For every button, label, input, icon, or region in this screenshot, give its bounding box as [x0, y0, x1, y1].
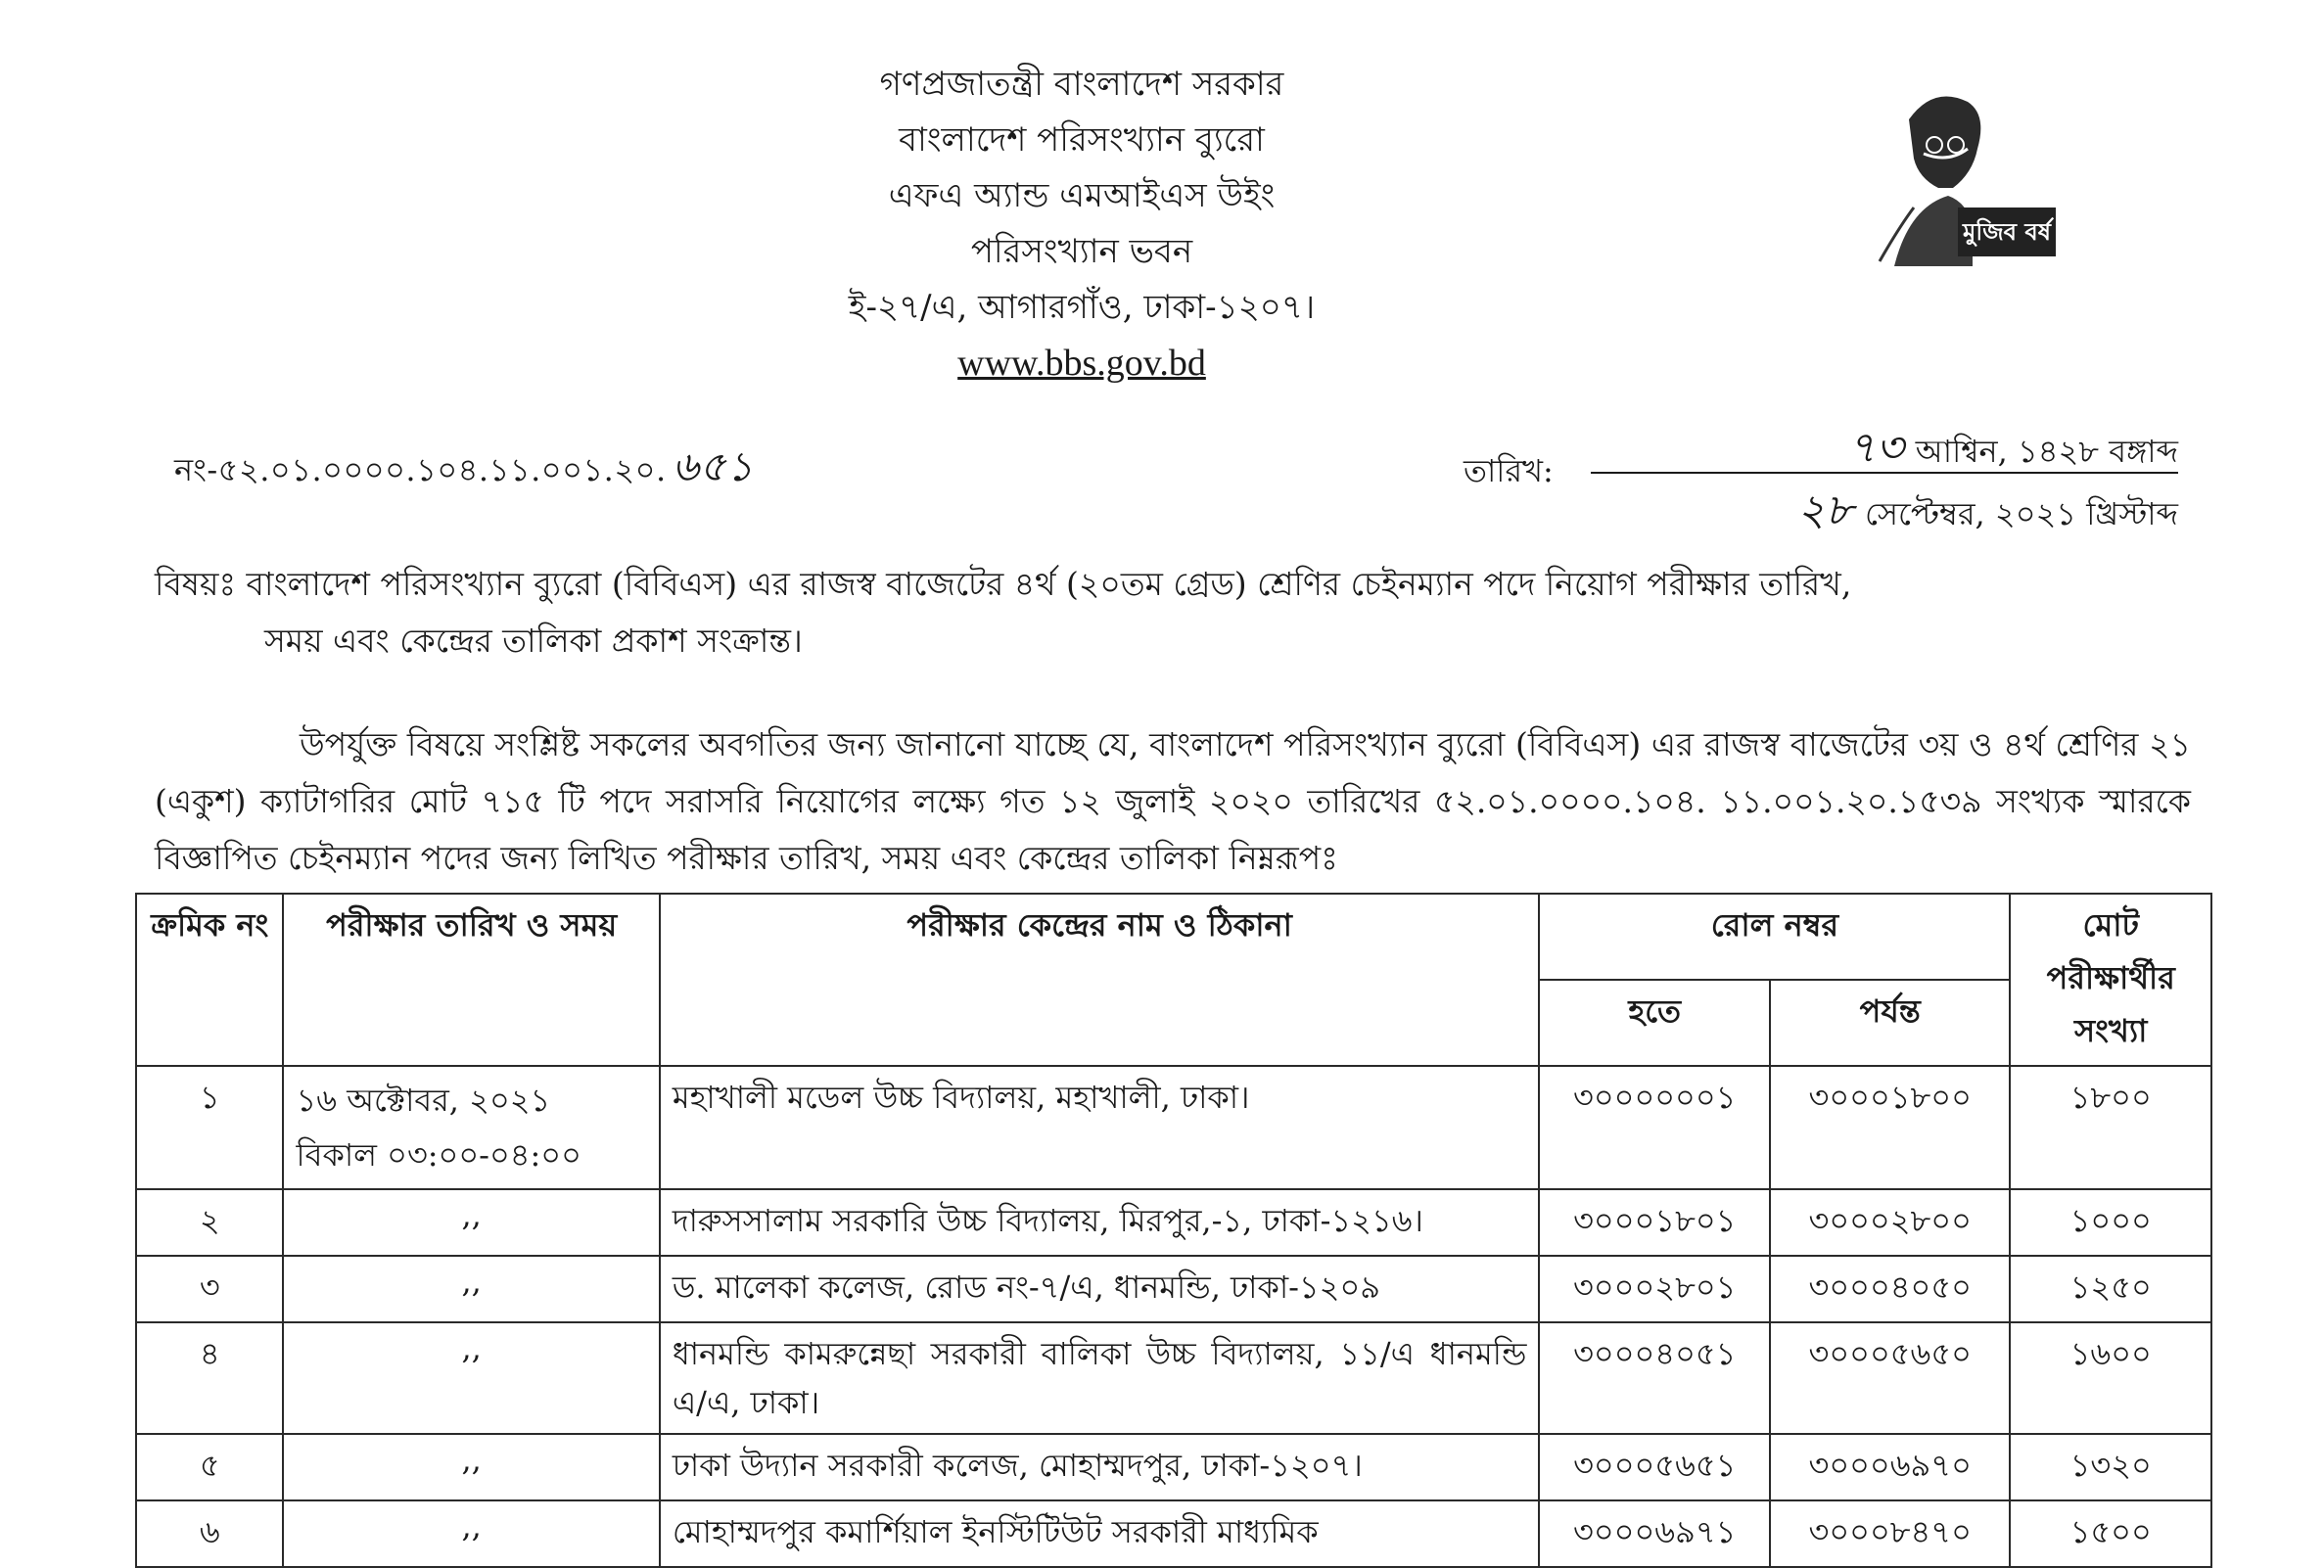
- table-row: [136, 1322, 2211, 1434]
- row-roll-from: ৩০০০৫৬৫১: [1539, 1434, 1770, 1500]
- row-center: ড. মালেকা কলেজ, রোড নং-৭/এ, ধানমন্ডি, ঢাকা-১২০৯: [660, 1256, 1540, 1322]
- memo-number: [174, 435, 754, 504]
- row-total: ১৬০০: [2010, 1322, 2211, 1434]
- header-roll-to: পর্যন্ত: [1770, 980, 2010, 1066]
- letterhead: [0, 57, 2163, 392]
- logo-text: মুজিব বর্ষ: [1963, 218, 2051, 246]
- row-center: মোহাম্মদপুর কমার্শিয়াল ইনস্টিটিউট সরকারী মাধ্যমিক: [660, 1500, 1540, 1567]
- row-roll-from: ৩০০০০০০১: [1539, 1066, 1770, 1189]
- subject-line: [155, 556, 2191, 669]
- table-row: [136, 1256, 2211, 1322]
- header-govt: গণপ্রজাতন্ত্রী বাংলাদেশ সরকার: [879, 65, 1284, 104]
- table-row: [136, 1189, 2211, 1256]
- header-center: পরীক্ষার কেন্দ্রের নাম ও ঠিকানা: [660, 894, 1540, 1066]
- table-row: [136, 1434, 2211, 1500]
- row-total: ১০০০: [2010, 1189, 2211, 1256]
- row-center: দারুসসালাম সরকারি উচ্চ বিদ্যালয়, মিরপুর,-১, ঢাকা-১২১৬।: [660, 1189, 1540, 1256]
- header-roll-from: হতে: [1539, 980, 1770, 1066]
- row-roll-to: ৩০০০৪০৫০: [1770, 1256, 2010, 1322]
- bangla-date-rest: আশ্বিন, ১৪২৮ বঙ্গাব্দ: [1915, 433, 2178, 470]
- bangla-date: [1591, 415, 2178, 472]
- english-date-rest: সেপ্টেম্বর, ২০২১ খ্রিস্টাব্দ: [1864, 495, 2178, 532]
- exam-center-table: [135, 893, 2212, 1568]
- mujib-borsho-logo-icon: [1840, 80, 2066, 276]
- english-day-handwritten: ২৮: [1796, 485, 1853, 535]
- row-date-time: [283, 1066, 659, 1189]
- header-date-time: পরীক্ষার তারিখ ও সময়: [283, 894, 659, 1066]
- row-roll-from: ৩০০০২৮০১: [1539, 1256, 1770, 1322]
- row-roll-to: ৩০০০৮৪৭০: [1770, 1500, 2010, 1567]
- memo-handwritten-number: ৬৫১: [672, 442, 754, 490]
- header-building: পরিসংখ্যান ভবন: [970, 232, 1193, 271]
- subject-line-2: সময় এবং কেন্দ্রের তালিকা প্রকাশ সংক্রান্ত।: [264, 622, 803, 660]
- row-center: ধানমন্ডি কামরুন্নেছা সরকারী বালিকা উচ্চ বিদ্যালয়, ১১/এ ধানমন্ডি এ/এ, ঢাকা।: [660, 1322, 1540, 1434]
- row-date-ditto: ,,: [283, 1500, 659, 1567]
- table-row: [136, 1500, 2211, 1567]
- row-serial: ২: [136, 1189, 283, 1256]
- row-date-ditto: ,,: [283, 1189, 659, 1256]
- row-serial: ৪: [136, 1322, 283, 1434]
- row-total: ১২৫০: [2010, 1256, 2211, 1322]
- row-roll-to: ৩০০০৬৯৭০: [1770, 1434, 2010, 1500]
- row-center: ঢাকা উদ্যান সরকারী কলেজ, মোহাম্মদপুর, ঢাকা-১২০৭।: [660, 1434, 1540, 1500]
- row-serial: ১: [136, 1066, 283, 1189]
- english-date: [1591, 478, 2178, 549]
- header-website-link[interactable]: www.bbs.gov.bd: [957, 343, 1206, 384]
- row-total: ১৫০০: [2010, 1500, 2211, 1567]
- header-total: মোট পরীক্ষার্থীর সংখ্যা: [2010, 894, 2211, 1066]
- row-total: ১৩২০: [2010, 1434, 2211, 1500]
- row-center: মহাখালী মডেল উচ্চ বিদ্যালয়, মহাখালী, ঢাকা।: [660, 1066, 1540, 1189]
- row-roll-from: ৩০০০৪০৫১: [1539, 1322, 1770, 1434]
- row-total: ১৮০০: [2010, 1066, 2211, 1189]
- row-roll-from: ৩০০০৬৯৭১: [1539, 1500, 1770, 1567]
- header-roll: রোল নম্বর: [1539, 894, 2010, 980]
- bangla-day-handwritten: ৭৩: [1847, 423, 1904, 473]
- header-wing: এফএ অ্যান্ড এমআইএস উইং: [888, 176, 1276, 215]
- table-row: [136, 1066, 2211, 1189]
- row-date-ditto: ,,: [283, 1322, 659, 1434]
- row-roll-from: ৩০০০১৮০১: [1539, 1189, 1770, 1256]
- row-date-ditto: ,,: [283, 1256, 659, 1322]
- row-serial: ৫: [136, 1434, 283, 1500]
- date-block: [1591, 415, 2178, 549]
- row-serial: ৩: [136, 1256, 283, 1322]
- body-paragraph-text: উপর্যুক্ত বিষয়ে সংশ্লিষ্ট সকলের অবগতির জন্য জানানো যাচ্ছে যে, বাংলাদেশ পরিসংখ্যান ব্যুরো (বিবিএস) এর রাজস্ব বাজেটের ৩য় ও ৪র্থ শ্রেণির ২১ (একুশ) ক্যাটাগরির মোট ৭১৫ টি পদে সরাসরি নিয়োগের লক্ষ্যে গত ১২ জুলাই ২০২০ তারিখের ৫২.০১.০০০০.১০৪. ১১.০০১.২০.১৫৩৯ সংখ্যক স্মারকে বিজ্ঞাপিত চেইনম্যান পদের জন্য লিখিত পরীক্ষার তারিখ, সময় এবং কেন্দ্রের তালিকা নিম্নরূপঃ: [155, 725, 2191, 877]
- row-roll-to: ৩০০০১৮০০: [1770, 1066, 2010, 1189]
- header-serial: ক্রমিক নং: [136, 894, 283, 1066]
- row-time: বিকাল ০৩:০০-০৪:০০: [296, 1136, 581, 1174]
- memo-number-text: নং-৫২.০১.০০০০.১০৪.১১.০০১.২০.: [174, 451, 667, 488]
- row-date: ১৬ অক্টোবর, ২০২১: [296, 1082, 551, 1119]
- row-serial: ৬: [136, 1500, 283, 1567]
- row-roll-to: ৩০০০২৮০০: [1770, 1189, 2010, 1256]
- row-roll-to: ৩০০০৫৬৫০: [1770, 1322, 2010, 1434]
- row-date-ditto: ,,: [283, 1434, 659, 1500]
- header-address: ই-২৭/এ, আগারগাঁও, ঢাকা-১২০৭।: [848, 288, 1316, 327]
- header-bureau: বাংলাদেশ পরিসংখ্যান ব্যুরো: [899, 120, 1265, 160]
- date-label: তারিখ:: [1464, 452, 1554, 489]
- subject-line-1: বিষয়ঃ বাংলাদেশ পরিসংখ্যান ব্যুরো (বিবিএস) এর রাজস্ব বাজেটের ৪র্থ (২০তম গ্রেড) শ্রেণির চেইনম্যান পদে নিয়োগ পরীক্ষার তারিখ,: [155, 565, 1852, 603]
- body-paragraph: [155, 716, 2191, 887]
